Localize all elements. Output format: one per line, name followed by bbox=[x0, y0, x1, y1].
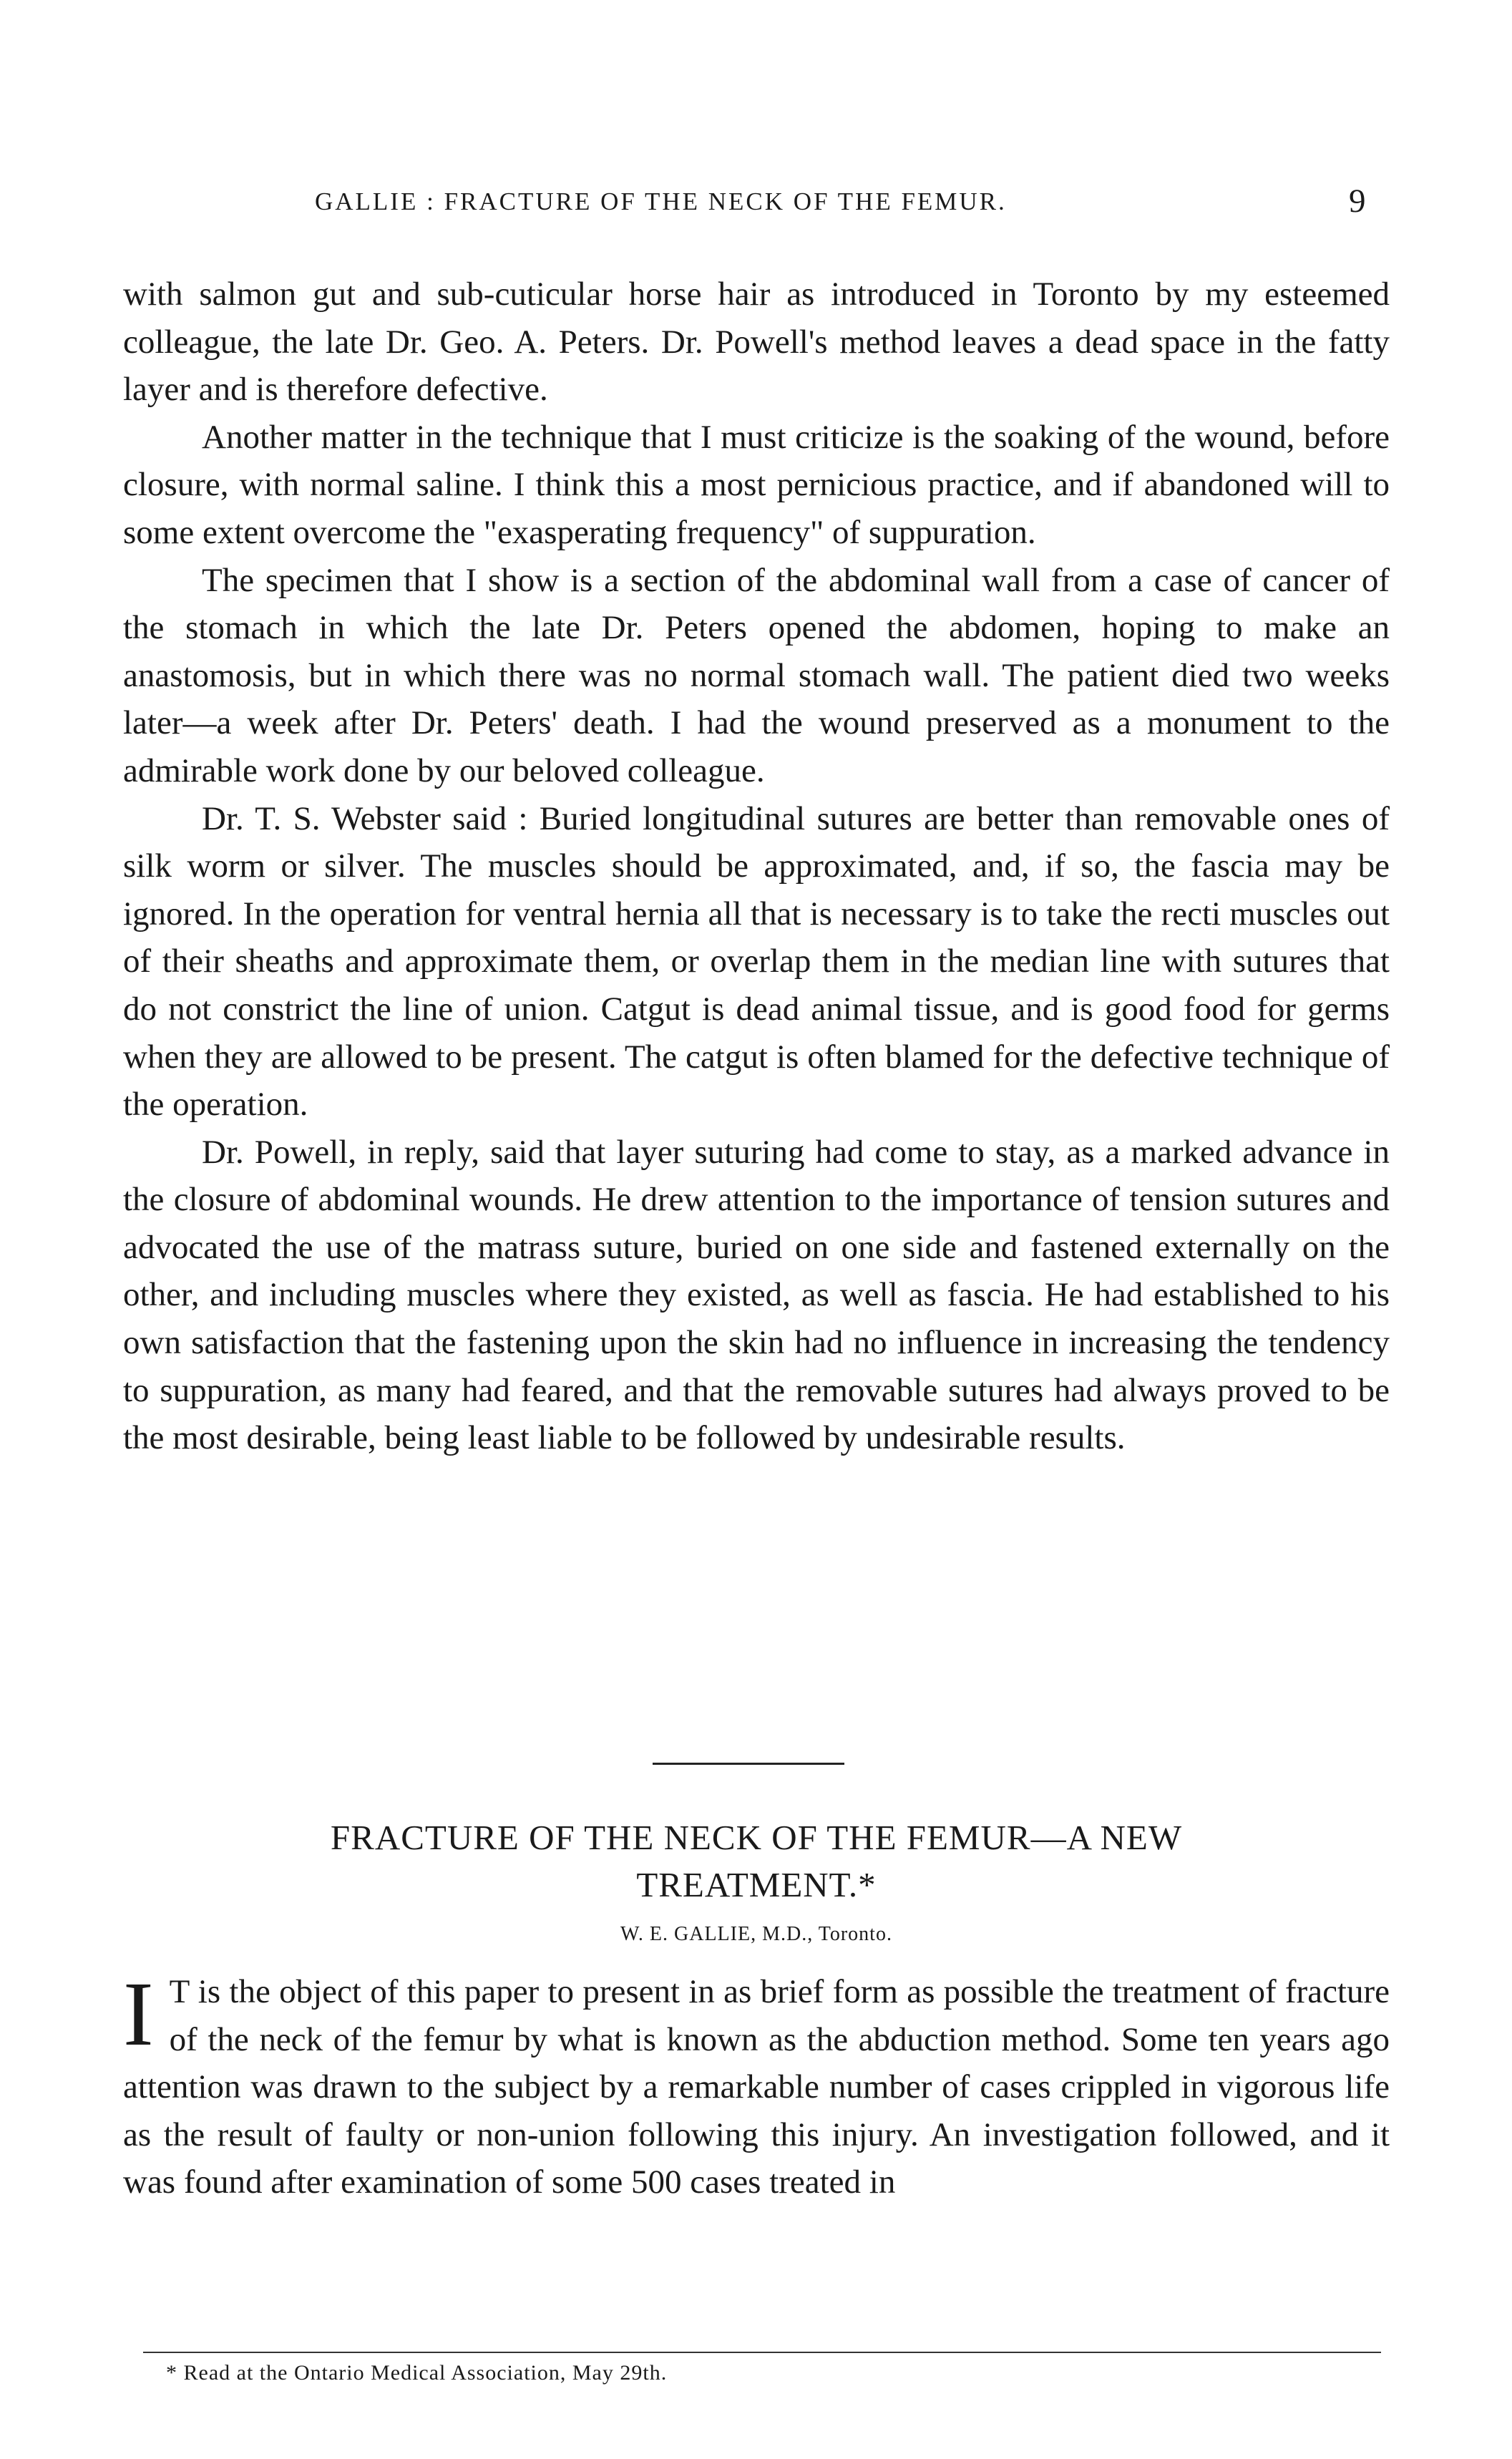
paragraph: Dr. Powell, in reply, said that layer suturing had come to stay, as a marked advance in the closure of abdominal wounds. He drew attention to the importance of tension sutures and advocated the use of the matrass suture, buried on one side and fastened externally on the other, and including muscles where they existed, as well as fascia. He had established to his own satisfaction that the fastening upon the skin had no influence in increasing the tendency to suppuration, as many had feared, and that the removable sutures had always proved to be the most desirable, being least liable to be followed by undesirable results. bbox=[123, 1133, 1390, 1457]
page-number: 9 bbox=[1349, 182, 1366, 220]
running-head: GALLIE : FRACTURE OF THE NECK OF THE FEMUR. bbox=[315, 188, 1007, 215]
paragraph: The specimen that I show is a section of the abdominal wall from a case of cancer of the stomach in which the late Dr. Peters opened the abdomen, hoping to make an anastomosis, but in which there was no normal stomach wall. The patient died two weeks later—a week after Dr. Peters' death. I had the wound preserved as a monument to the admirable work done by our beloved colleague. bbox=[123, 561, 1390, 789]
footnote: * Read at the Ontario Medical Association, May 29th. bbox=[166, 2361, 668, 2385]
article-author: W. E. GALLIE, M.D., Toronto. bbox=[620, 1923, 892, 1945]
article-title bbox=[123, 1814, 1390, 1909]
footnote-divider bbox=[143, 2352, 1381, 2353]
drop-cap: I bbox=[123, 1963, 154, 2065]
article-title-line-2: TREATMENT.* bbox=[636, 1865, 877, 1904]
article-paragraph-text: T is the object of this paper to present in as brief form as possible the treatment of fracture of the neck of the femur by what is known as the abduction method. Some ten years ago attention was drawn to the subject by a remarkable number of cases crippled in vigorous life as the result of faulty or non-union following this injury. An investigation followed, and it was found after examination of some 500 cases treated in bbox=[123, 1973, 1390, 2201]
article-first-paragraph bbox=[123, 1963, 1390, 2206]
paragraph: Dr. T. S. Webster said : Buried longitudinal sutures are better than removable ones of silk worm or silver. The muscles should be approximated, and, if so, the fascia may be ignored. In the operation for ventral hernia all that is necessary is to take the recti muscles out of their sheaths and approximate them, or overlap them in the median line with sutures that do not constrict the line of union. Catgut is dead animal tissue, and is good food for germs when they are allowed to be present. The catgut is often blamed for the defective technique of the operation. bbox=[123, 799, 1390, 1124]
article-body bbox=[123, 1963, 1390, 2206]
paragraph: with salmon gut and sub-cuticular horse hair as introduced in Toronto by my esteemed colleague, the late Dr. Geo. A. Peters. Dr. Powell's method leaves a dead space in the fatty layer and is therefore defective. bbox=[123, 276, 1390, 409]
paragraph: Another matter in the technique that I must criticize is the soaking of the wound, before closure, with normal saline. I think this a most pernicious practice, and if abandoned will to some extent overcome the "exasperating frequency" of suppuration. bbox=[123, 418, 1390, 551]
article-title-line-1: FRACTURE OF THE NECK OF THE FEMUR—A NEW bbox=[330, 1818, 1183, 1857]
section-divider bbox=[653, 1763, 844, 1765]
discussion-text bbox=[123, 271, 1390, 1462]
